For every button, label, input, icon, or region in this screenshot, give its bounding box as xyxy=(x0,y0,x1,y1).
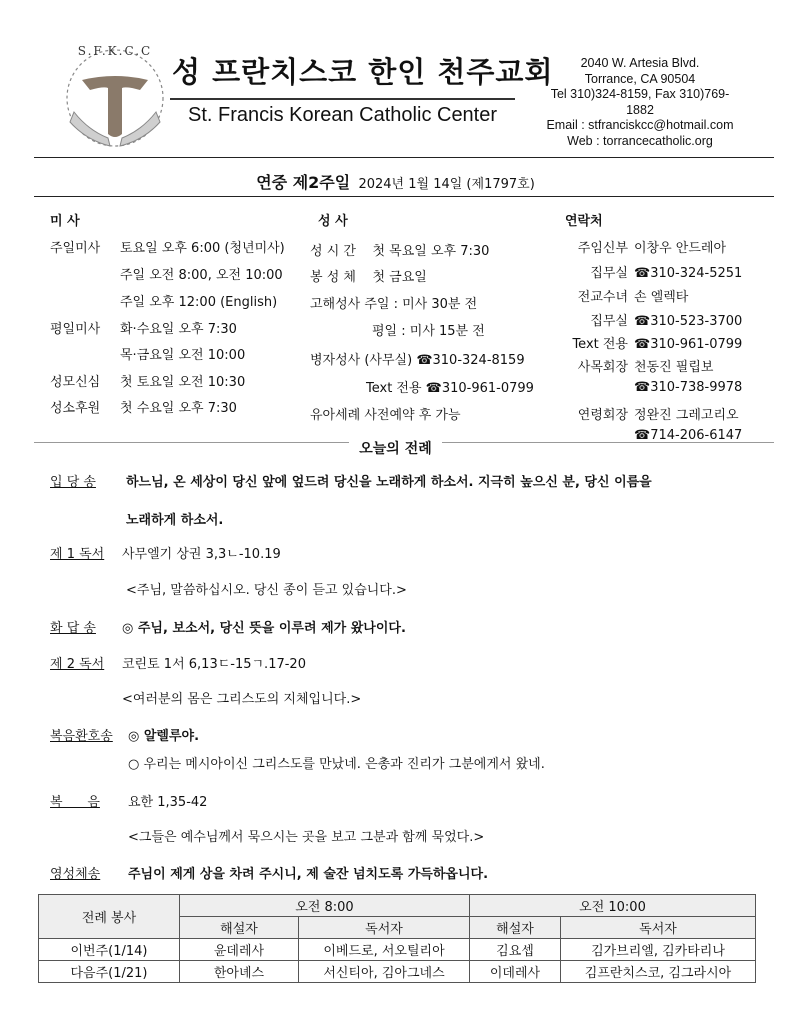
table-head-mass-10: 오전 10:00 xyxy=(470,895,756,917)
first-reading-sub: <주님, 말씀하십시오. 당신 종이 듣고 있습니다.> xyxy=(126,583,407,598)
address-web[interactable]: Web : torrancecatholic.org xyxy=(567,133,713,148)
sacrament-row: 봉 성 체 첫 금요일 xyxy=(310,270,427,285)
week-cell: 다음주(1/21) xyxy=(39,961,180,983)
contact-row: ☎310-738-9978 xyxy=(634,380,743,395)
parish-title-english: St. Francis Korean Catholic Center xyxy=(188,104,498,126)
mass-heading: 미 사 xyxy=(50,214,80,229)
first-reading-label: 제 1 독서 xyxy=(50,547,105,562)
entrance-text-2: 노래하게 하소서. xyxy=(126,513,224,528)
reader-cell: 김프란치스코, 김그라시아 xyxy=(561,961,756,983)
parish-logo xyxy=(60,42,170,150)
sacrament-row: Text 전용 ☎310-961-0799 xyxy=(366,381,534,396)
communion-label: 영성체송 xyxy=(50,867,101,882)
commentator-cell: 이데레사 xyxy=(470,961,561,983)
issue-line xyxy=(0,170,791,193)
address-city: Torrance, CA 90504 xyxy=(584,71,696,86)
address-phone: Tel 310)324-8159, Fax 310)769-1882 xyxy=(550,87,730,117)
contact-row: 전교수녀 손 엘렉타 xyxy=(577,290,689,305)
sacrament-heading: 성 사 xyxy=(318,214,348,229)
table-head-commentator: 해설자 xyxy=(180,917,299,939)
service-table xyxy=(38,894,756,983)
contact-row: 집무실 ☎310-324-5251 xyxy=(590,266,743,281)
issue-date: 2024년 1월 14일 (제1797호) xyxy=(358,177,535,192)
table-head-service: 전례 봉사 xyxy=(39,895,180,939)
sacrament-row: 평일 : 미사 15분 전 xyxy=(372,324,485,339)
table-head-reader: 독서자 xyxy=(299,917,470,939)
table-head-mass-8: 오전 8:00 xyxy=(180,895,470,917)
issue-rule xyxy=(34,196,774,197)
contact-row: ☎714-206-6147 xyxy=(634,428,743,443)
first-reading-ref: 사무엘기 상권 3,3ㄴ-10.19 xyxy=(122,547,281,562)
table-head-commentator: 해설자 xyxy=(470,917,561,939)
communion-text: 주님이 제게 상을 차려 주시니, 제 술잔 넘치도록 가득하옵니다. xyxy=(128,867,489,882)
entrance-label: 입 당 송 xyxy=(50,475,96,490)
title-divider xyxy=(170,98,515,100)
entrance-text-1: 하느님, 온 세상이 당신 앞에 엎드려 당신을 노래하게 하소서. 지극히 높으신 분, 당신 이름을 xyxy=(126,475,652,490)
reader-cell: 이베드로, 서오틸리아 xyxy=(299,939,470,961)
sacrament-row: 성 시 간 첫 목요일 오후 7:30 xyxy=(310,244,490,259)
commentator-cell: 한아녜스 xyxy=(180,961,299,983)
second-reading-label: 제 2 독서 xyxy=(50,657,105,672)
mass-row: 성소후원 첫 수요일 오후 7:30 xyxy=(50,401,237,416)
commentator-cell: 윤데레사 xyxy=(180,939,299,961)
parish-address xyxy=(540,56,740,149)
logo-lettering: S.F.K.C.C xyxy=(77,44,153,58)
contact-row: Text 전용 ☎310-961-0799 xyxy=(572,337,743,352)
psalm-text: ◎ 주님, 보소서, 당신 뜻을 이루려 제가 왔나이다. xyxy=(122,621,406,636)
gospel-label: 복 음 xyxy=(50,795,100,810)
contact-row: 주임신부 이창우 안드레아 xyxy=(577,241,727,256)
header-rule xyxy=(34,157,774,158)
sacrament-row: 유아세례 사전예약 후 가능 xyxy=(310,408,461,423)
contact-row: 연령회장 정완진 그레고리오 xyxy=(577,408,739,423)
parish-title-korean: 성 프란치스코 한인 천주교회 xyxy=(172,55,554,89)
liturgy-title: 오늘의 전례 xyxy=(0,438,791,458)
mass-row: 주일 오후 12:00 (English) xyxy=(120,295,278,310)
second-reading-ref: 코린토 1서 6,13ㄷ-15ㄱ.17-20 xyxy=(122,657,306,672)
commentator-cell: 김요셉 xyxy=(470,939,561,961)
mass-row: 주일미사 토요일 오후 6:00 (청년미사) xyxy=(50,241,285,256)
reader-cell: 김가브리엘, 김카타리나 xyxy=(561,939,756,961)
gospel-sub: <그들은 예수님께서 묵으시는 곳을 보고 그분과 함께 묵었다.> xyxy=(128,830,485,845)
alleluia-text: ◎ 알렐루야. xyxy=(128,729,200,744)
table-row xyxy=(39,939,756,961)
sacrament-row: 병자성사 (사무실) ☎310-324-8159 xyxy=(310,353,525,368)
issue-title: 연중 제2주일 xyxy=(256,173,351,192)
gospel-ref: 요한 1,35-42 xyxy=(128,795,208,810)
address-email[interactable]: Email : stfranciskcc@hotmail.com xyxy=(546,118,734,132)
week-cell: 이번주(1/14) xyxy=(39,939,180,961)
second-reading-sub: <여러분의 몸은 그리스도의 지체입니다.> xyxy=(122,692,362,707)
mass-row: 목·금요일 오전 10:00 xyxy=(120,348,246,363)
mass-row: 성모신심 첫 토요일 오전 10:30 xyxy=(50,375,246,390)
address-street: 2040 W. Artesia Blvd. xyxy=(580,56,700,70)
contact-heading: 연락처 xyxy=(565,214,603,229)
sacrament-row: 고해성사 주일 : 미사 30분 전 xyxy=(310,297,478,312)
psalm-label: 화 답 송 xyxy=(50,621,96,636)
alleluia-verse: ○ 우리는 메시아이신 그리스도를 만났네. 은총과 진리가 그분에게서 왔네. xyxy=(128,757,545,772)
table-row xyxy=(39,961,756,983)
alleluia-label: 복음환호송 xyxy=(50,729,113,744)
table-head-reader: 독서자 xyxy=(561,917,756,939)
contact-row: 사목회장 천동진 필립보 xyxy=(577,360,714,375)
mass-row: 주일 오전 8:00, 오전 10:00 xyxy=(120,268,283,283)
contact-row: 집무실 ☎310-523-3700 xyxy=(590,314,743,329)
mass-row: 평일미사 화·수요일 오후 7:30 xyxy=(50,322,237,337)
table-header-row xyxy=(39,895,756,917)
reader-cell: 서신티아, 김아그네스 xyxy=(299,961,470,983)
